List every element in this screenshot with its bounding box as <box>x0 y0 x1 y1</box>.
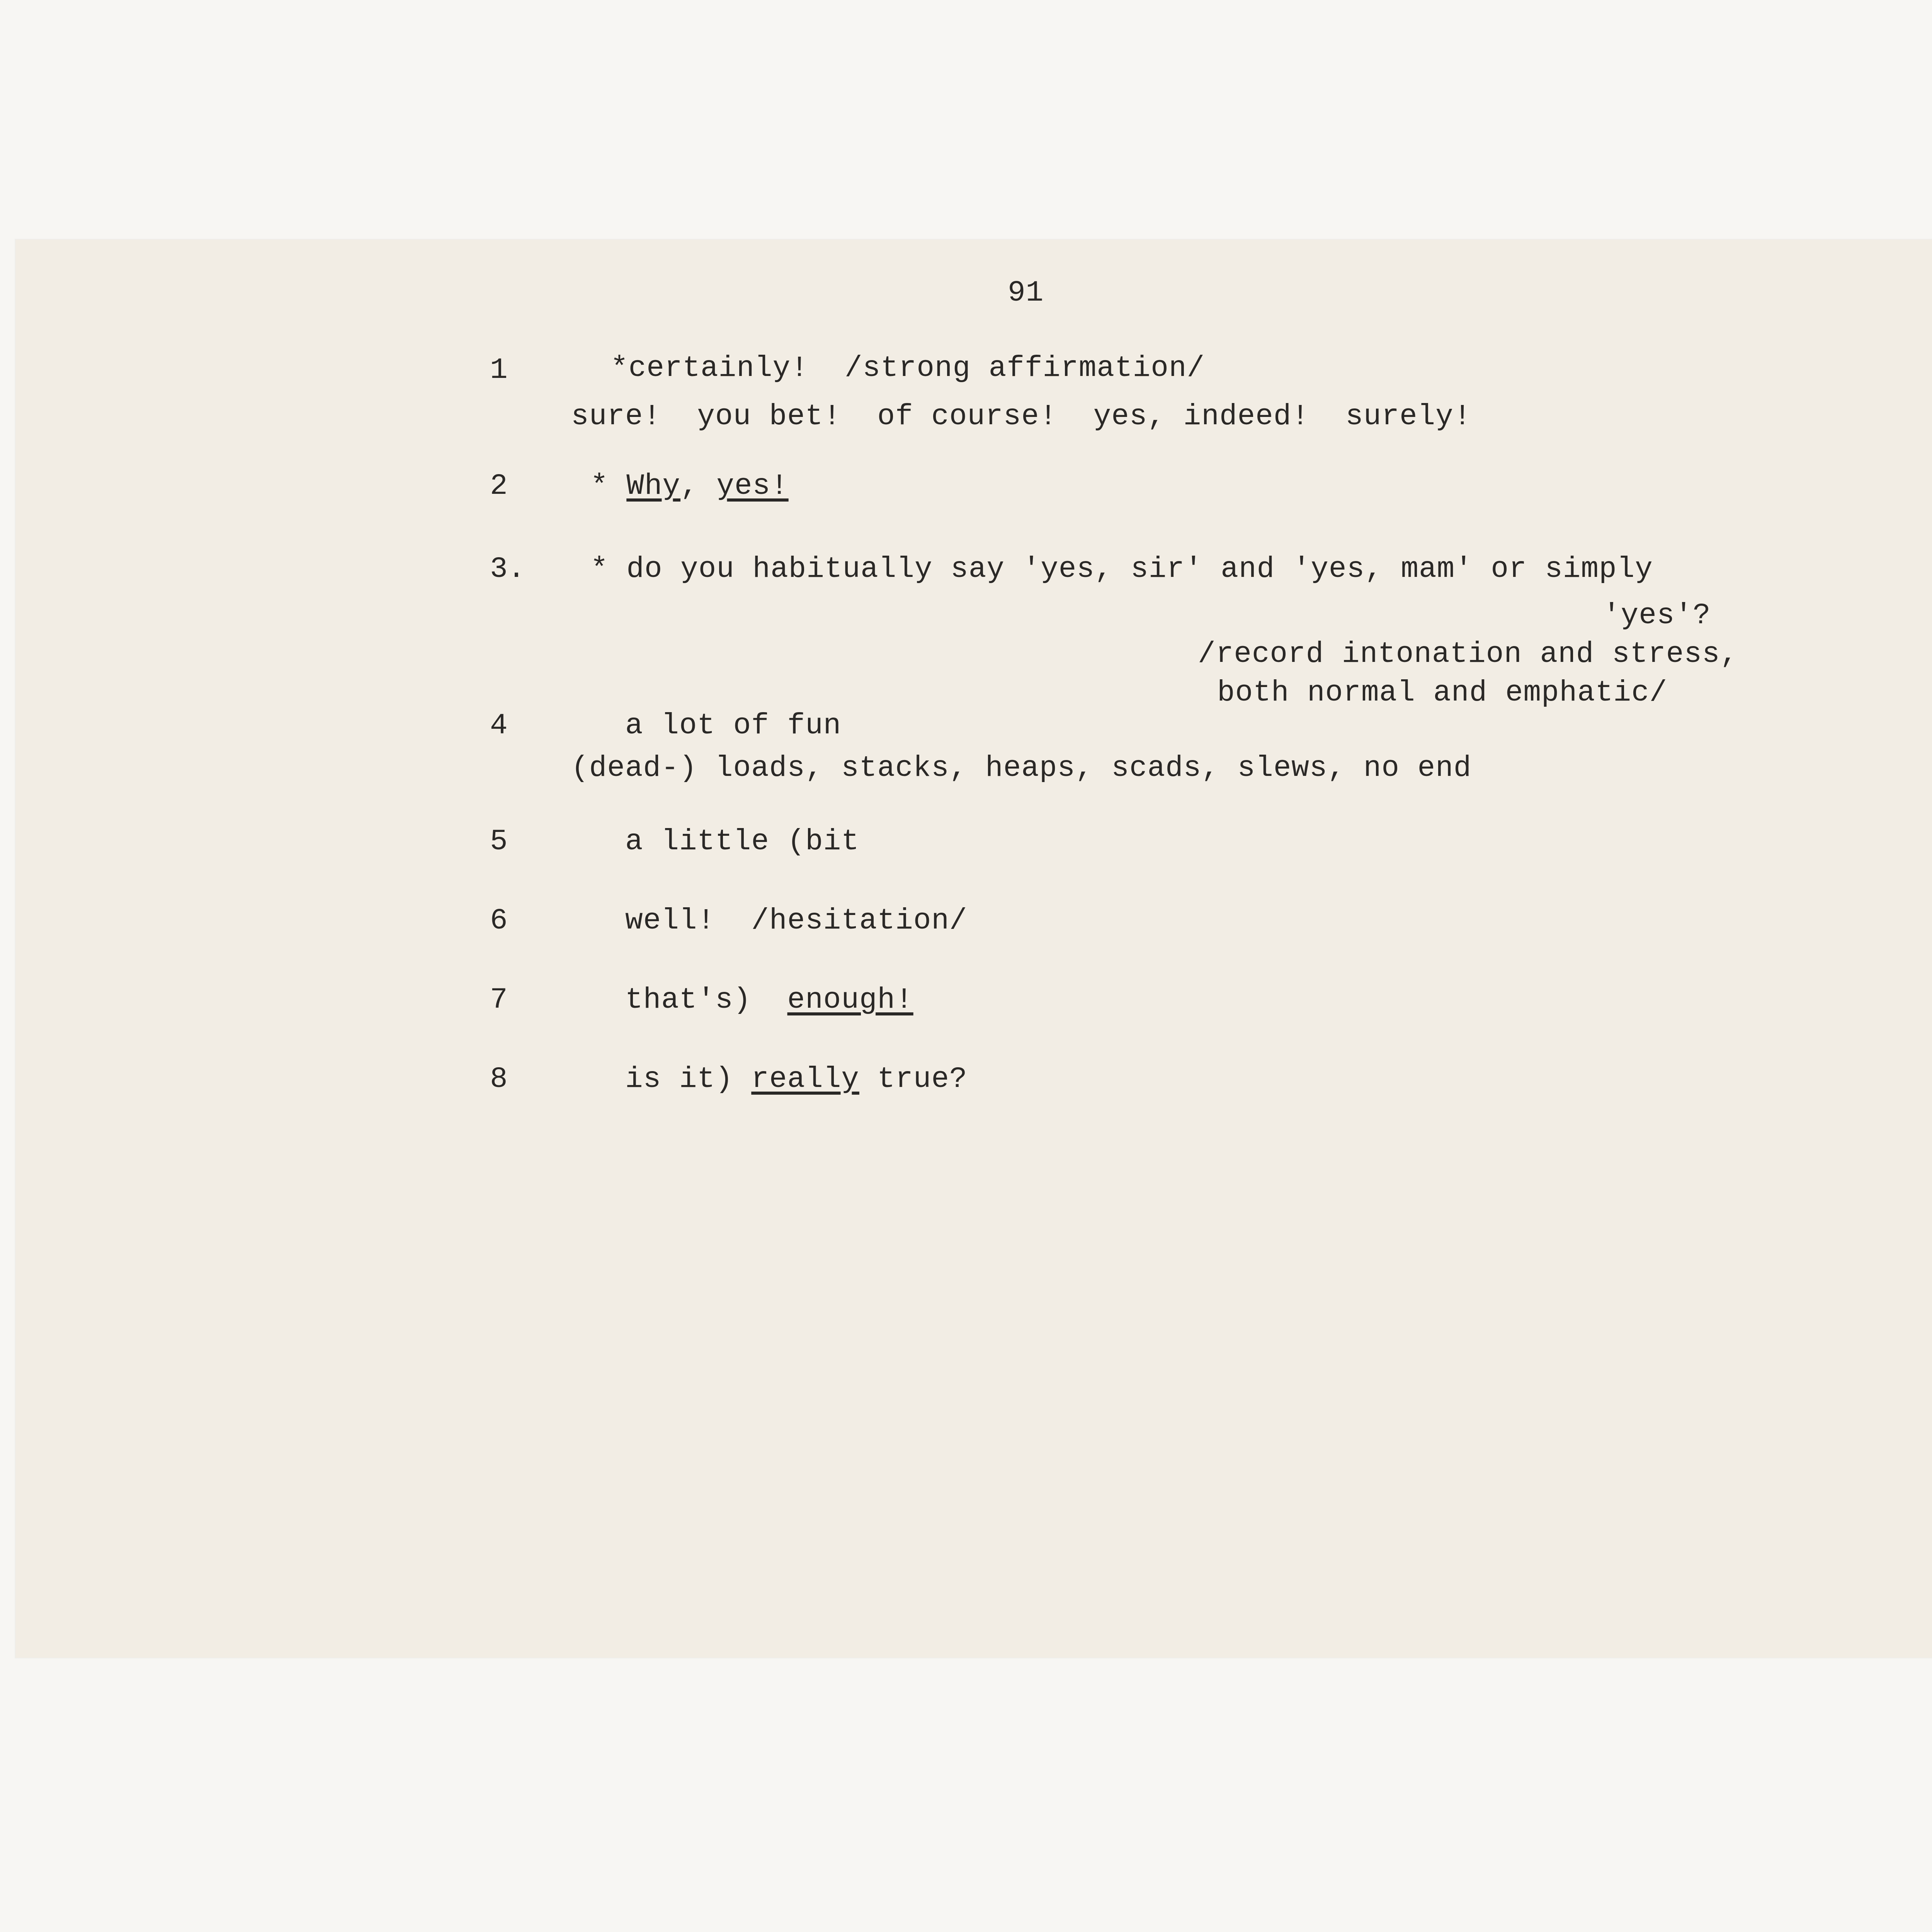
item-3-line-3: /record intonation and stress, <box>1198 638 1738 671</box>
item-number-4: 4 <box>490 709 508 742</box>
item-4-line-2: (dead-) loads, stacks, heaps, scads, slews, no end <box>571 752 1472 785</box>
item-2-underlined-yes: yes! <box>716 469 789 503</box>
item-number-7: 7 <box>490 983 508 1017</box>
item-8-line <box>625 1063 968 1096</box>
item-7-pre: that's) <box>625 983 787 1017</box>
item-6-line: well! /hesitation/ <box>625 904 968 937</box>
item-number-5: 5 <box>490 825 508 858</box>
item-8-post: true? <box>859 1063 968 1096</box>
typed-slip <box>15 240 1932 1658</box>
item-2-line <box>590 469 789 503</box>
item-8-pre: is it) <box>625 1063 752 1096</box>
item-4-line-1: a lot of fun <box>625 709 842 742</box>
item-2-mid: , <box>680 469 717 503</box>
item-3-line-1: * do you habitually say 'yes, sir' and 'yes, mam' or simply <box>590 553 1653 586</box>
item-number-6: 6 <box>490 904 508 937</box>
item-8-underlined-really: really <box>751 1063 859 1096</box>
item-number-1: 1 <box>490 354 508 387</box>
item-3-line-2: 'yes'? <box>1603 599 1711 632</box>
item-1-line-1: *certainly! /strong affirmation/ <box>611 352 1205 385</box>
item-number-3: 3. <box>490 553 526 586</box>
item-1-line-2: sure! you bet! of course! yes, indeed! surely! <box>571 400 1472 433</box>
item-2-underlined-why: Why <box>626 469 681 503</box>
item-number-2: 2 <box>490 469 508 503</box>
item-3-line-4: both normal and emphatic/ <box>1217 676 1668 709</box>
item-7-line <box>625 983 913 1017</box>
item-2-prefix: * <box>590 469 627 503</box>
page-number: 91 <box>1008 276 1044 310</box>
item-number-8: 8 <box>490 1063 508 1096</box>
item-7-underlined-enough: enough! <box>787 983 913 1017</box>
item-5-line: a little (bit <box>625 825 859 858</box>
